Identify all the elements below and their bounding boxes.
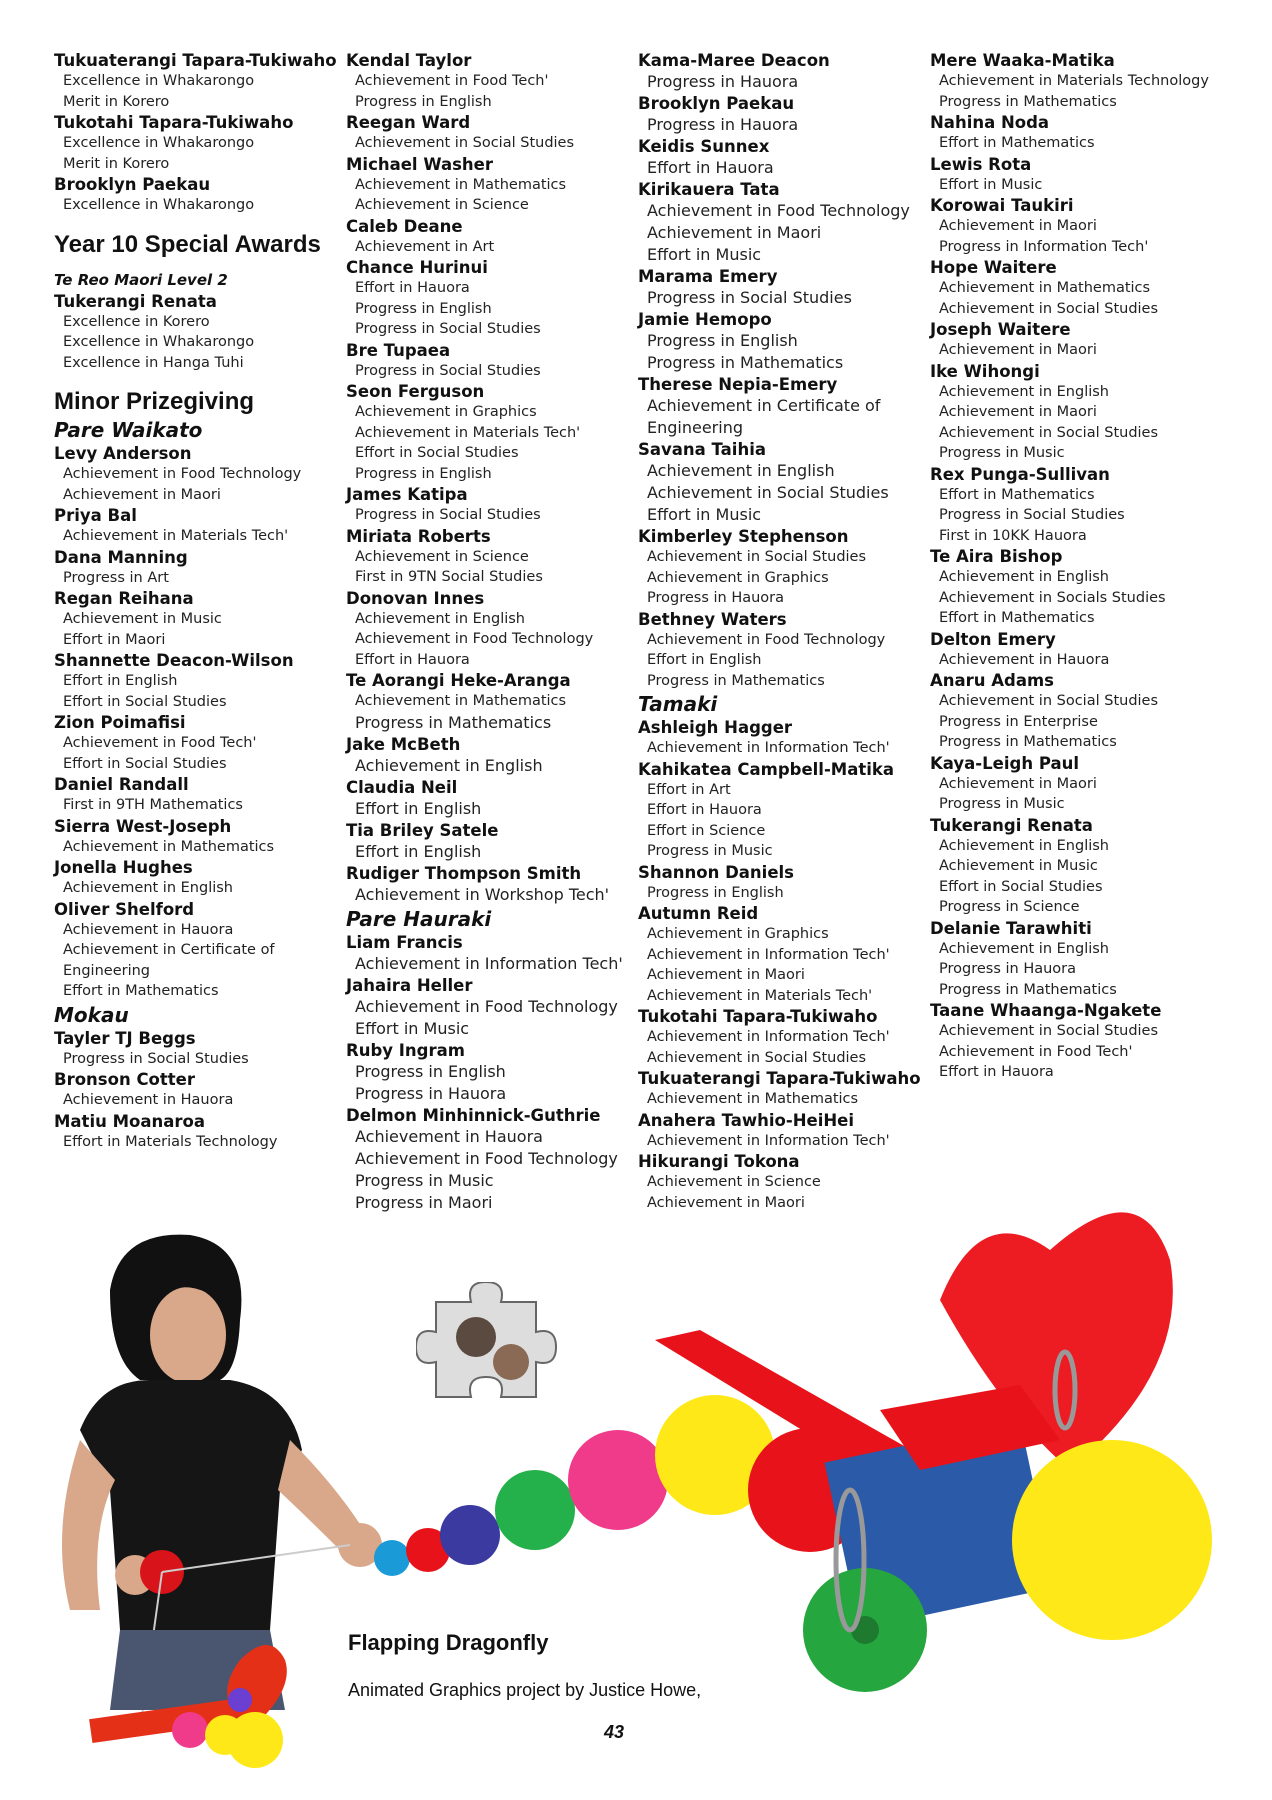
- award-entry: [638, 374, 928, 439]
- student-name: Jahaira Heller: [346, 975, 473, 995]
- award-entry: [638, 717, 928, 759]
- shirt: [80, 1380, 302, 1630]
- section-heading: Minor Prizegiving: [54, 388, 255, 415]
- student-name: Chance Hurinui: [346, 258, 488, 277]
- award-line: Effort in Mathematics: [939, 135, 1095, 151]
- award-line: Progress in Music: [939, 445, 1065, 461]
- award-line: Achievement in Maori: [647, 967, 805, 983]
- award-entry: [930, 629, 1220, 671]
- award-line: Progress in Social Studies: [355, 362, 541, 379]
- award-line: Achievement in Materials Technology: [939, 73, 1209, 89]
- award-line: Progress in Mathematics: [939, 981, 1117, 998]
- award-line: Progress in Mathematics: [647, 353, 844, 372]
- award-line: Progress in English: [355, 465, 492, 482]
- award-line: Achievement in Graphics: [647, 569, 829, 586]
- award-line: Achievement in Social Studies: [647, 483, 889, 502]
- student-name: Jamie Hemopo: [638, 310, 772, 329]
- student-name: Te Aira Bishop: [930, 547, 1063, 566]
- award-line: Effort in Hauora: [939, 1064, 1054, 1080]
- award-line: Effort in English: [63, 673, 178, 689]
- student-name: Nahina Noda: [930, 113, 1050, 132]
- award-line: Achievement in English: [63, 880, 233, 896]
- student-name: Rudiger Thompson Smith: [346, 863, 582, 883]
- award-line: Effort in Science: [647, 822, 766, 839]
- award-line: Effort in English: [355, 798, 482, 818]
- award-line: Achievement in Art: [355, 238, 495, 255]
- spacer: [54, 260, 344, 269]
- column-3: [638, 50, 928, 1213]
- award-line: Achievement in Social Studies: [647, 1049, 867, 1066]
- award-line: Progress in Maori: [355, 1192, 493, 1212]
- student-name: Zion Poimafisi: [54, 713, 186, 732]
- award-line: Achievement in Food Technology: [355, 631, 594, 647]
- award-line: Achievement in English: [939, 569, 1109, 585]
- award-line: Achievement in Social Studies: [939, 1023, 1159, 1039]
- award-entry: [54, 1111, 344, 1153]
- award-entry: [54, 588, 344, 650]
- house-heading: Mokau: [54, 1002, 129, 1027]
- student-name: Keidis Sunnex: [638, 137, 770, 156]
- award-line: Achievement in Information Tech': [647, 1132, 890, 1149]
- award-line: Effort in Mathematics: [63, 983, 219, 999]
- award-line: Progress in Mathematics: [647, 672, 825, 689]
- award-entry: [930, 50, 1220, 112]
- award-line: Achievement in Information Tech': [647, 946, 890, 963]
- student-name: Caleb Deane: [346, 216, 463, 236]
- award-line: Progress in Hauora: [355, 1083, 507, 1103]
- award-entry: [638, 903, 928, 1006]
- face: [150, 1287, 226, 1383]
- caption-text: Animated Graphics project by Justice Howe,: [348, 1680, 702, 1700]
- award-entry: [54, 1028, 344, 1070]
- award-entry: [346, 257, 636, 340]
- award-line: Achievement in Food Technology: [355, 1148, 618, 1168]
- award-entry: [54, 547, 344, 589]
- student-name: Kama-Maree Deacon: [638, 51, 830, 70]
- student-name: Daniel Randall: [54, 775, 189, 794]
- award-line: Effort in Music: [939, 176, 1043, 193]
- award-line: Achievement in Maori: [63, 486, 221, 503]
- award-entry: [54, 857, 344, 899]
- award-entry: [346, 975, 636, 1040]
- award-line: Effort in Hauora: [647, 158, 774, 177]
- award-entry: [54, 1069, 344, 1111]
- student-name: Jonella Hughes: [54, 858, 193, 877]
- column-1: [54, 50, 344, 1152]
- award-line: Progress in Social Studies: [939, 507, 1125, 523]
- student-name: Kaya-Leigh Paul: [930, 753, 1079, 773]
- award-line: Excellence in Whakarongo: [63, 135, 255, 151]
- award-entry: [54, 174, 344, 216]
- student-name: Mere Waaka-Matika: [930, 51, 1115, 70]
- student-name: Rex Punga-Sullivan: [930, 464, 1110, 484]
- award-line: Achievement in English: [939, 837, 1109, 854]
- award-entry: [638, 136, 928, 179]
- award-entry: [346, 734, 636, 777]
- award-line: Progress in Mathematics: [939, 734, 1117, 750]
- spacer: [54, 373, 344, 387]
- award-line: Achievement in Maori: [647, 223, 822, 242]
- award-line: Progress in Social Studies: [647, 288, 852, 307]
- award-entry: [346, 820, 636, 863]
- award-line: Achievement in Hauora: [63, 1092, 234, 1108]
- award-line: Achievement in Socials Studies: [939, 589, 1166, 606]
- award-entry: [346, 777, 636, 820]
- award-line: Merit in Korero: [63, 155, 170, 172]
- award-entry: [930, 918, 1220, 1001]
- award-line: Achievement in English: [647, 461, 835, 480]
- award-line: Achievement in Food Technology: [355, 996, 618, 1016]
- student-name: Brooklyn Paekau: [54, 175, 211, 194]
- award-entry: [346, 154, 636, 216]
- award-entry: [54, 650, 344, 712]
- award-line: Effort in Hauora: [355, 651, 470, 668]
- award-line: Engineering: [647, 418, 743, 437]
- student-name: Bronson Cotter: [54, 1070, 195, 1089]
- award-entry: [638, 609, 928, 692]
- student-name: Ashleigh Hagger: [638, 718, 793, 737]
- award-line: Achievement in Mathematics: [355, 176, 567, 193]
- award-entry: [54, 291, 344, 374]
- student-name: Joseph Waitere: [930, 320, 1071, 339]
- student-name: Lewis Rota: [930, 154, 1032, 174]
- award-line: Excellence in Whakarongo: [63, 73, 255, 89]
- award-line: Achievement in Mathematics: [939, 280, 1151, 296]
- award-line: Excellence in Korero: [63, 313, 210, 330]
- award-line: Progress in English: [647, 331, 798, 350]
- student-name: Delton Emery: [930, 629, 1056, 649]
- award-line: Effort in Hauora: [647, 802, 762, 818]
- award-line: Progress in English: [355, 1061, 506, 1081]
- column-4: [930, 50, 1220, 1083]
- student-name: Tukuaterangi Tapara-Tukiwaho: [54, 51, 337, 70]
- student-name: Levy Anderson: [54, 444, 192, 463]
- award-entry: [346, 670, 636, 734]
- student-name: Tukerangi Renata: [930, 815, 1093, 835]
- house-heading: Pare Hauraki: [346, 906, 492, 931]
- student-name: Taane Whaanga-Ngakete: [930, 1001, 1162, 1020]
- caption-title: Flapping Dragonfly: [348, 1630, 549, 1655]
- award-line: Effort in Social Studies: [355, 445, 519, 461]
- award-line: Progress in Mathematics: [355, 712, 552, 732]
- award-line: Achievement in Materials Tech': [647, 987, 873, 1004]
- award-line: Progress in Social Studies: [355, 321, 541, 337]
- award-line: Merit in Korero: [63, 93, 170, 110]
- award-entry: [638, 179, 928, 266]
- award-entry: [930, 257, 1220, 319]
- award-line: Achievement in Maori: [647, 1194, 805, 1211]
- award-entry: [346, 112, 636, 154]
- award-line: Progress in English: [355, 300, 492, 317]
- award-entry: [638, 1068, 928, 1110]
- award-line: Progress in Mathematics: [939, 93, 1117, 110]
- award-line: Achievement in Social Studies: [355, 135, 575, 151]
- award-entry: [930, 815, 1220, 918]
- student-name: Reegan Ward: [346, 113, 471, 132]
- award-entry: [638, 862, 928, 904]
- award-line: Effort in Art: [647, 781, 731, 798]
- award-line: Effort in Social Studies: [939, 878, 1103, 895]
- student-name: Tukerangi Renata: [54, 291, 217, 311]
- section-heading: Year 10 Special Awards: [54, 230, 321, 258]
- award-line: Achievement in Food Technology: [63, 466, 302, 482]
- student-name: Bre Tupaea: [346, 340, 451, 360]
- award-entry: [54, 505, 344, 547]
- award-entry: [930, 319, 1220, 361]
- section-heading: Te Reo Maori Level 2: [54, 270, 228, 289]
- student-name: Miriata Roberts: [346, 526, 491, 546]
- award-line: Effort in Mathematics: [939, 610, 1095, 626]
- student-name: Te Aorangi Heke-Aranga: [346, 671, 571, 690]
- award-line: Achievement in Social Studies: [647, 549, 867, 565]
- award-entry: [638, 309, 928, 374]
- student-name: Hikurangi Tokona: [638, 1152, 800, 1171]
- award-line: Achievement in Materials Tech': [355, 424, 581, 441]
- award-line: Achievement in Food Tech': [355, 73, 549, 89]
- award-line: Progress in Hauora: [939, 961, 1077, 977]
- award-line: Achievement in Mathematics: [647, 1091, 859, 1107]
- student-name: Marama Emery: [638, 267, 778, 286]
- award-line: Progress in English: [355, 93, 492, 110]
- award-line: Achievement in Food Tech': [63, 735, 257, 751]
- student-name: Ruby Ingram: [346, 1040, 465, 1060]
- page-number: 43: [604, 1722, 625, 1742]
- award-line: Achievement in Science: [647, 1174, 821, 1190]
- award-line: Achievement in Music: [63, 611, 222, 627]
- student-name: Claudia Neil: [346, 777, 458, 797]
- award-line: Effort in Social Studies: [63, 693, 227, 710]
- award-entry: [54, 774, 344, 816]
- award-line: Progress in Social Studies: [63, 1050, 249, 1067]
- award-line: Effort in Social Studies: [63, 755, 227, 772]
- award-entry: [638, 93, 928, 136]
- student-name: Matiu Moanaroa: [54, 1111, 205, 1131]
- award-line: Achievement in Graphics: [647, 926, 829, 942]
- award-line: Effort in Materials Technology: [63, 1133, 278, 1150]
- award-entry: [54, 816, 344, 858]
- award-line: Achievement in Food Tech': [939, 1043, 1133, 1060]
- award-line: Achievement in English: [355, 610, 525, 627]
- student-name: Tayler TJ Beggs: [54, 1028, 196, 1048]
- award-line: Achievement in Food Technology: [647, 201, 910, 220]
- student-name: Kendal Taylor: [346, 51, 472, 70]
- student-name: James Katipa: [346, 485, 468, 504]
- student-name: Seon Ferguson: [346, 382, 485, 401]
- award-line: Engineering: [63, 962, 150, 979]
- award-entry: [638, 266, 928, 309]
- award-line: Effort in Music: [647, 505, 762, 524]
- award-line: Progress in Hauora: [647, 72, 799, 91]
- award-line: Achievement in English: [355, 755, 543, 775]
- student-name: Sierra West-Joseph: [54, 816, 232, 836]
- award-entry: [346, 216, 636, 258]
- award-line: Progress in Information Tech': [939, 238, 1149, 255]
- student-name: Brooklyn Paekau: [638, 94, 795, 113]
- award-entry: [346, 863, 636, 906]
- award-line: Achievement in Food Technology: [647, 631, 886, 648]
- student-name: Autumn Reid: [638, 904, 759, 923]
- student-name: Liam Francis: [346, 932, 463, 952]
- student-name: Korowai Taukiri: [930, 196, 1074, 215]
- award-entry: [638, 759, 928, 862]
- award-line: First in 9TH Mathematics: [63, 797, 243, 813]
- award-entry: [930, 112, 1220, 154]
- award-line: Achievement in Science: [355, 548, 529, 565]
- award-line: Achievement in Certificate of: [647, 396, 881, 415]
- student-name: Priya Bal: [54, 506, 137, 525]
- award-line: Achievement in Information Tech': [647, 1029, 890, 1045]
- award-entry: [54, 112, 344, 174]
- student-name: Shannon Daniels: [638, 862, 794, 882]
- award-line: Achievement in Information Tech': [355, 953, 623, 973]
- award-entry: [930, 361, 1220, 464]
- award-entry: [346, 340, 636, 382]
- student-photo: [40, 1230, 400, 1770]
- award-entry: [930, 195, 1220, 257]
- award-entry: [346, 1040, 636, 1105]
- award-line: Achievement in Mathematics: [63, 838, 275, 855]
- student-name: Dana Manning: [54, 547, 188, 567]
- house-heading: Pare Waikato: [54, 418, 203, 442]
- award-line: Achievement in Mathematics: [355, 693, 567, 709]
- student-name: Delmon Minhinnick-Guthrie: [346, 1105, 601, 1125]
- award-line: Progress in Hauora: [647, 115, 799, 134]
- award-line: First in 9TN Social Studies: [355, 569, 543, 585]
- student-name: Delanie Tarawhiti: [930, 918, 1092, 938]
- award-entry: [346, 932, 636, 975]
- award-entry: [930, 670, 1220, 753]
- award-line: Achievement in Hauora: [939, 651, 1110, 668]
- student-name: Regan Reihana: [54, 589, 194, 608]
- award-entry: [54, 899, 344, 1002]
- student-name: Tukuaterangi Tapara-Tukiwaho: [638, 1069, 921, 1088]
- student-name: Kimberley Stephenson: [638, 527, 849, 546]
- award-line: Effort in English: [647, 652, 762, 668]
- award-entry: [930, 546, 1220, 629]
- award-line: Progress in English: [647, 884, 784, 901]
- award-line: Achievement in Music: [939, 858, 1098, 874]
- dragonfly-toy: [360, 1110, 1250, 1710]
- award-line: Achievement in Social Studies: [939, 693, 1159, 709]
- student-name: Jake McBeth: [346, 734, 461, 754]
- student-name: Anaru Adams: [930, 671, 1055, 690]
- award-line: Progress in Music: [939, 796, 1065, 812]
- award-line: Achievement in Maori: [939, 404, 1097, 420]
- student-name: Kahikatea Campbell-Matika: [638, 759, 894, 779]
- student-name: Hope Waitere: [930, 258, 1057, 277]
- award-line: Effort in Music: [355, 1018, 470, 1038]
- award-line: Achievement in Maori: [939, 218, 1097, 234]
- award-line: Effort in Hauora: [355, 280, 470, 296]
- award-entry: [930, 464, 1220, 547]
- award-line: Progress in Science: [939, 899, 1080, 915]
- award-line: Achievement in Hauora: [63, 921, 234, 938]
- award-line: First in 10KK Hauora: [939, 527, 1087, 544]
- award-line: Progress in Art: [63, 569, 169, 586]
- award-line: Effort in English: [355, 841, 482, 861]
- award-line: Excellence in Whakarongo: [63, 197, 255, 213]
- student-name: Tukotahi Tapara-Tukiwaho: [638, 1007, 878, 1026]
- column-2: [346, 50, 636, 1214]
- award-line: Achievement in Graphics: [355, 404, 537, 420]
- award-entry: [54, 443, 344, 505]
- student-name: Donovan Innes: [346, 588, 485, 608]
- award-line: Achievement in Social Studies: [939, 424, 1159, 441]
- student-name: Kirikauera Tata: [638, 180, 780, 199]
- award-line: Excellence in Whakarongo: [63, 334, 255, 350]
- award-line: Effort in Mathematics: [939, 486, 1095, 503]
- student-name: Oliver Shelford: [54, 899, 195, 919]
- award-line: Achievement in Maori: [939, 342, 1097, 358]
- student-name: Therese Nepia-Emery: [638, 375, 838, 394]
- award-entry: [930, 154, 1220, 196]
- student-name: Bethney Waters: [638, 609, 787, 629]
- award-line: Effort in Maori: [63, 631, 166, 648]
- award-entry: [346, 484, 636, 526]
- award-entry: [638, 439, 928, 526]
- award-entry: [638, 50, 928, 93]
- award-line: Achievement in Science: [355, 197, 529, 213]
- award-line: Achievement in English: [939, 383, 1109, 400]
- award-line: Achievement in Social Studies: [939, 300, 1159, 317]
- award-entry: [930, 753, 1220, 815]
- student-name: Tia Briley Satele: [346, 820, 499, 840]
- student-name: Savana Taihia: [638, 440, 766, 459]
- spacer: [54, 216, 344, 230]
- award-entry: [346, 381, 636, 484]
- student-name: Ike Wihongi: [930, 361, 1040, 381]
- student-name: Michael Washer: [346, 154, 493, 174]
- student-name: Tukotahi Tapara-Tukiwaho: [54, 113, 294, 132]
- student-name: Shannette Deacon-Wilson: [54, 651, 294, 670]
- award-line: Achievement in Information Tech': [647, 740, 890, 756]
- student-name: Anahera Tawhio-HeiHei: [638, 1110, 855, 1130]
- award-line: Achievement in Hauora: [355, 1126, 543, 1146]
- award-line: Progress in Music: [355, 1170, 494, 1190]
- award-line: Achievement in Materials Tech': [63, 528, 289, 544]
- award-entry: [54, 50, 344, 112]
- award-entry: [638, 526, 928, 609]
- award-line: Achievement in English: [939, 940, 1109, 957]
- award-line: Effort in Music: [647, 245, 762, 264]
- award-line: Progress in Social Studies: [355, 507, 541, 523]
- award-entry: [346, 50, 636, 112]
- award-line: Achievement in Workshop Tech': [355, 884, 610, 904]
- house-heading: Tamaki: [638, 692, 718, 716]
- award-line: Achievement in Maori: [939, 775, 1097, 792]
- award-entry: [54, 712, 344, 774]
- award-entry: [346, 526, 636, 588]
- award-entry: [346, 588, 636, 671]
- award-entry: [638, 1006, 928, 1068]
- award-entry: [930, 1000, 1220, 1083]
- award-line: Progress in Music: [647, 843, 773, 859]
- award-line: Progress in Enterprise: [939, 713, 1098, 730]
- award-line: Excellence in Hanga Tuhi: [63, 354, 244, 371]
- award-line: Achievement in Certificate of: [63, 942, 275, 958]
- award-line: Progress in Hauora: [647, 590, 785, 606]
